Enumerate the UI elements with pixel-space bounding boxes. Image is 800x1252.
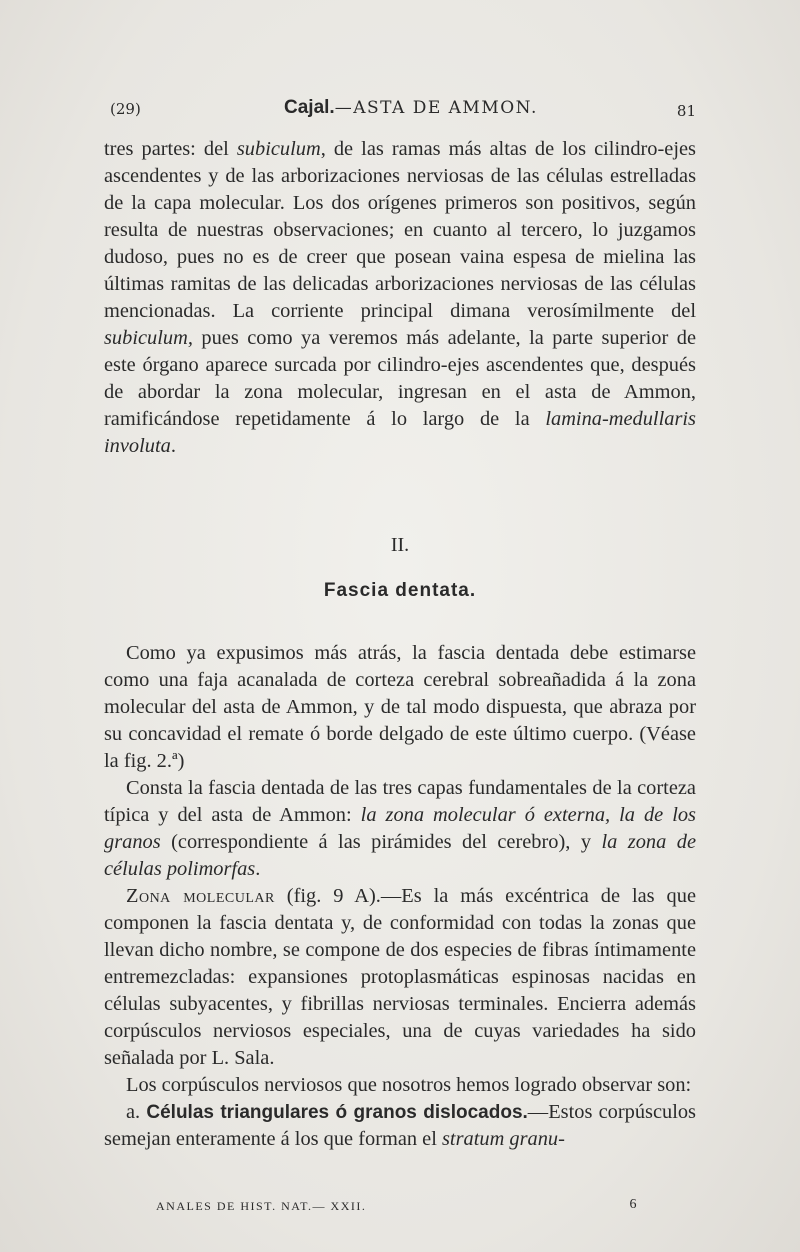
running-header [104,96,696,126]
section-numeral: II. [390,534,410,556]
paragraph [104,640,696,775]
text-run: tres partes: del [104,138,237,160]
footer-signature: 6 [629,1197,638,1212]
header-page-reference: (29) [110,100,141,118]
paragraph [104,1099,696,1153]
italic-term: subiculum, [104,327,193,349]
text-run: (fig. 9 A).—Es la más excéntrica de las que componen la fascia dentata y, de conformidad con todas la zonas que llevan dicho nombre, se compone de dos especies de fibras íntimamente entremezcladas: expansiones protoplasmáticas espinosas nacidas en células subyacentes, y fibrillas nerviosas terminales. Encierra además corpúsculos nerviosos especiales, una de cuyas variedades ha sido señalada por L. Sala. [104,885,696,1069]
header-author: Cajal. [284,97,335,118]
text-run: Como ya expusimos más atrás, la fascia dentada debe estimarse como una faja acanalada de corteza cerebral sobreañadida á la zona molecular del asta de Ammon, y de tal modo dispuesta, que abraza por su concavidad el remate ó borde delgado de este último cuerpo. (Véase la fig. 2.ª) [104,642,696,772]
paragraph [104,883,696,1072]
text-run: a. [126,1101,147,1123]
italic-term: stratum granu- [442,1128,565,1150]
text-run: . [255,858,261,880]
text-run: (correspondiente á las pirámides del cerebro), y [160,831,602,853]
footer-journal: ANALES DE HIST. NAT.— XXII. [156,1199,367,1213]
header-subtitle: —ASTA DE AMMON. [334,98,538,118]
text-run: . [170,435,176,457]
paragraph-continuation [104,136,696,460]
text-run: , de las ramas más altas de los cilindro-ejes ascendentes y de las arborizaciones nerviosas de las células estrelladas de la capa molecular. Los dos orígenes primeros son positivos, según resulta de nuestras observaciones; en cuanto al tercero, lo juzgamos dudoso, pues no es de creer que posean vaina espesa de mielina las últimas ramitas de las delicadas arborizaciones nerviosas de las células mencionadas. La corriente principal dimana verosímilmente del [104,138,696,322]
text-run: Consta la fascia dentada de las tres capas fundamentales de la corteza típica y del asta de Ammon: [104,777,696,826]
section-title: Fascia dentata. [323,580,477,601]
italic-term: la zona de células polimorfas [104,831,697,880]
text-run: Los corpúsculos nerviosos que nosotros hemos logrado observar son: [126,1074,692,1096]
bold-term: Células triangulares ó granos dislocados. [146,1102,528,1123]
text-run: pues como ya veremos más adelante, la parte superior de este órgano aparece surcada por cilindro-ejes ascendentes que, después de abordar la zona molecular, ingresan en el asta de Ammon, ramificándose repetidamente á lo largo de la [104,327,696,430]
italic-term: la zona molecular ó externa, la de los granos [104,804,696,853]
paragraph [104,1072,696,1099]
body-text-bottom [104,640,696,1153]
header-page-number: 81 [676,102,696,120]
italic-term: lamina-medullaris involuta [104,408,696,457]
paragraph [104,775,696,883]
text-run: —Estos corpúsculos semejan enteramente á los que forman el [104,1101,696,1150]
body-text-top [104,136,696,460]
small-caps-heading: Zona molecular [126,885,275,907]
header-title [284,96,538,119]
page-footer [156,1197,638,1217]
italic-term: subiculum [236,138,321,160]
